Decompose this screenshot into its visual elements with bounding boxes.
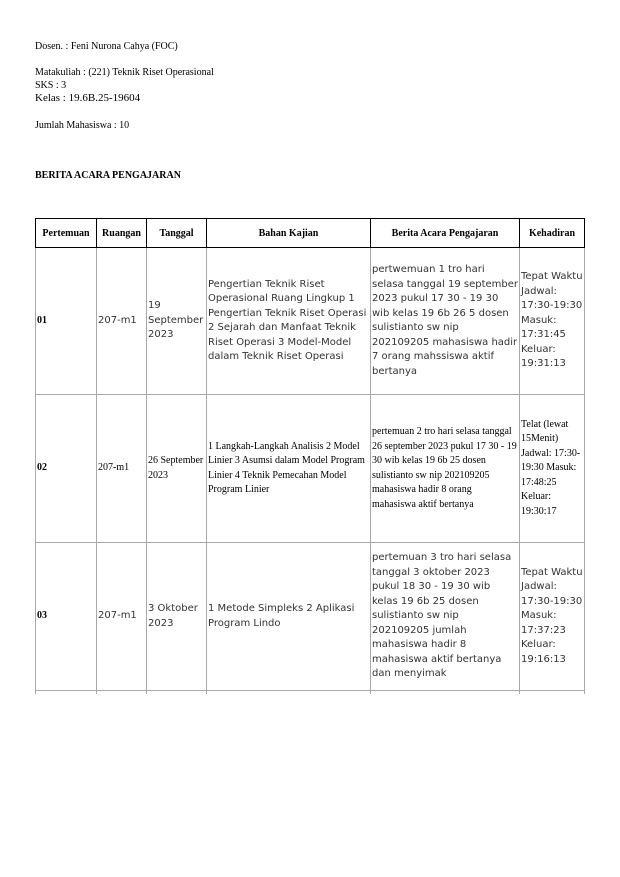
table-row [36, 248, 585, 395]
jumlah-mahasiswa-line: Jumlah Mahasiswa : 10 [35, 120, 130, 131]
cell-berita-acara: pertemuan 2 tro hari selasa tanggal 26 september 2023 pukul 17 30 - 19 30 wib kelas 19 6b 25 dosen sulistianto sw nip 202109205 mahasiswa hadir 8 orang mahasiswa aktif bertanya [371, 395, 520, 543]
cell-berita-acara: pertwemuan 1 tro hari selasa tanggal 19 september 2023 pukul 17 30 - 19 30 wib kelas 19 6b 26 5 dosen sulistianto sw nip 202109205 mahasiswa hadir 7 orang mahssiswa aktif bertanya [371, 248, 520, 395]
column-header-pertemuan: Pertemuan [36, 219, 97, 248]
cell-kehadiran: Tepat Waktu Jadwal: 17:30-19:30 Masuk: 17:31:45 Keluar: 19:31:13 [520, 248, 585, 395]
cell-tanggal: 19 September 2023 [147, 248, 207, 395]
berita-acara-table [35, 218, 585, 694]
cell-bahan-kajian: 1 Metode Simpleks 2 Aplikasi Program Lindo [207, 543, 371, 691]
cell-kehadiran: Tepat Waktu Jadwal: 17:30-19:30 Masuk: 17:37:23 Keluar: 19:16:13 [520, 543, 585, 691]
matakuliah-line: Matakuliah : (221) Teknik Riset Operasional [35, 67, 214, 78]
column-header-berita-acara: Berita Acara Pengajaran [371, 219, 520, 248]
cell-tanggal: 3 Oktober 2023 [147, 543, 207, 691]
cell-bahan-kajian: Pengertian Teknik Riset Operasional Ruang Lingkup 1 Pengertian Teknik Riset Operasi 2 Sejarah dan Manfaat Teknik Riset Operasi 3 Model-Model dalam Teknik Riset Operasi [207, 248, 371, 395]
cell-ruangan: 207-m1 [97, 395, 147, 543]
table-row [36, 543, 585, 691]
cell-pertemuan: 02 [36, 395, 97, 543]
column-header-tanggal: Tanggal [147, 219, 207, 248]
sks-line: SKS : 3 [35, 80, 67, 91]
document-title: BERITA ACARA PENGAJARAN [35, 170, 181, 181]
cell-kehadiran: Telat (lewat 15Menit) Jadwal: 17:30-19:30 Masuk: 17:48:25 Keluar: 19:30:17 [520, 395, 585, 543]
dosen-line: Dosen. : Feni Nurona Cahya (FOC) [35, 41, 178, 52]
column-header-bahan-kajian: Bahan Kajian [207, 219, 371, 248]
table-header-row [36, 219, 585, 248]
column-header-ruangan: Ruangan [97, 219, 147, 248]
column-header-kehadiran: Kehadiran [520, 219, 585, 248]
cell-bahan-kajian: 1 Langkah-Langkah Analisis 2 Model Linier 3 Asumsi dalam Model Program Linier 4 Teknik Pemecahan Model Program Linier [207, 395, 371, 543]
cell-pertemuan: 01 [36, 248, 97, 395]
cell-ruangan: 207-m1 [97, 543, 147, 691]
table-row [36, 395, 585, 543]
table-continuation [36, 691, 585, 695]
cell-pertemuan: 03 [36, 543, 97, 691]
cell-tanggal: 26 September 2023 [147, 395, 207, 543]
cell-ruangan: 207-m1 [97, 248, 147, 395]
kelas-line: Kelas : 19.6B.25-19604 [35, 92, 141, 104]
cell-berita-acara: pertemuan 3 tro hari selasa tanggal 3 oktober 2023 pukul 18 30 - 19 30 wib kelas 19 6b 25 dosen sulistianto sw nip 202109205 jumlah mahasiswa hadir 8 mahasiswa aktif bertanya dan menyimak [371, 543, 520, 691]
